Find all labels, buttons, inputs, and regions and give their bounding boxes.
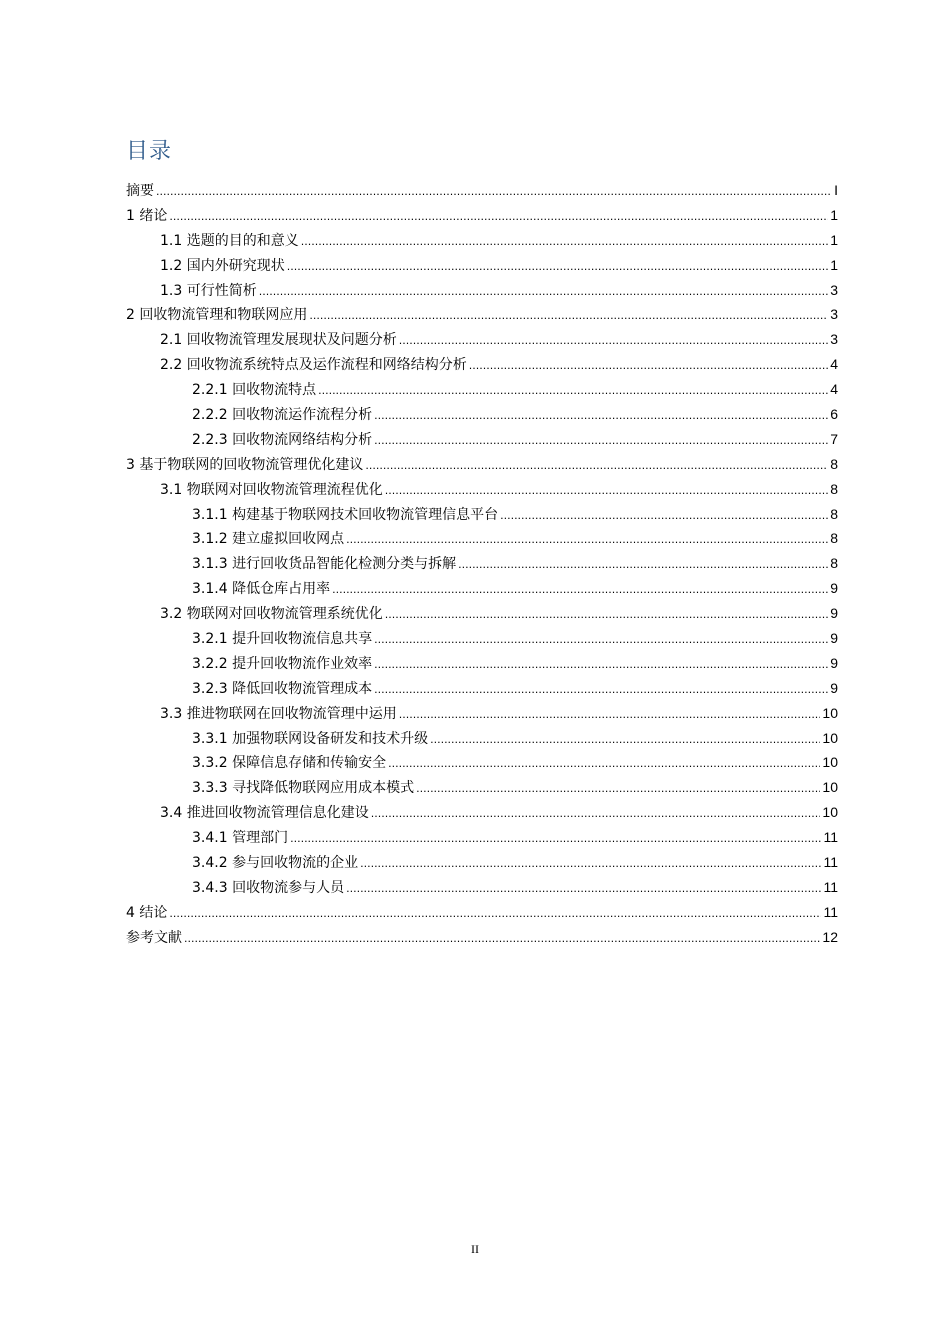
toc-entry[interactable] [126, 651, 838, 676]
toc-entry[interactable] [126, 551, 838, 576]
toc-entry[interactable] [126, 775, 838, 800]
toc-entry-label: 3.1.1 构建基于物联网技术回收物流管理信息平台 [192, 506, 499, 523]
toc-entry-label: 1.2 国内外研究现状 [160, 257, 285, 274]
toc-entry-page: 10 [822, 704, 838, 721]
toc-entry-label: 3.4.2 参与回收物流的企业 [192, 855, 359, 872]
toc-entry-label: 1.1 选题的目的和意义 [160, 232, 299, 249]
toc-entry-label: 3.3.1 加强物联网设备研发和技术升级 [192, 730, 429, 747]
toc-entry[interactable] [126, 452, 838, 477]
toc-entry[interactable] [126, 502, 838, 527]
toc-entry-page: 7 [830, 430, 838, 447]
toc-leader-dots [287, 255, 828, 280]
toc-entry-page: 11 [823, 854, 838, 871]
toc-leader-dots [169, 205, 828, 230]
toc-entry[interactable] [126, 750, 838, 775]
toc-leader-dots [385, 479, 828, 504]
toc-entry-label: 3.2 物联网对回收物流管理系统优化 [160, 606, 383, 623]
toc-entry-label: 3.2.1 提升回收物流信息共享 [192, 631, 373, 648]
toc-entry[interactable] [126, 701, 838, 726]
toc-entry-label: 4 结论 [126, 904, 168, 921]
toc-entry-label: 3.1 物联网对回收物流管理流程优化 [160, 481, 383, 498]
toc-entry-label: 3.1.4 降低仓库占用率 [192, 581, 331, 598]
toc-entry-label: 3.4.1 管理部门 [192, 830, 289, 847]
toc-entry[interactable] [126, 676, 838, 701]
toc-entry[interactable] [126, 278, 838, 303]
toc-entry[interactable] [126, 253, 838, 278]
toc-entry[interactable] [126, 228, 838, 253]
toc-leader-dots [360, 852, 821, 877]
page-number: II [471, 1242, 479, 1256]
toc-entry-page: 11 [823, 878, 838, 895]
toc-entry-page: 6 [830, 406, 838, 423]
toc-entry[interactable] [126, 427, 838, 452]
toc-entry-page: 3 [830, 331, 838, 348]
toc-entry-page: 10 [822, 729, 838, 746]
toc-entry-page: 1 [830, 206, 838, 223]
toc-entry-page: 8 [830, 530, 838, 547]
toc-entry-label: 2.2.3 回收物流网络结构分析 [192, 431, 373, 448]
toc-leader-dots [374, 628, 828, 653]
toc-leader-dots [385, 603, 828, 628]
toc-leader-dots [365, 454, 828, 479]
page-title: 目录 [126, 139, 173, 164]
toc-entry[interactable] [126, 377, 838, 402]
toc-leader-dots [458, 553, 828, 578]
toc-entry-label: 2 回收物流管理和物联网应用 [126, 307, 308, 324]
toc-entry-label: 1 绪论 [126, 207, 168, 224]
toc-entry-label: 3.4 推进回收物流管理信息化建设 [160, 805, 369, 822]
toc-entry-page: 12 [822, 928, 838, 945]
toc-entry-page: 9 [830, 580, 838, 597]
toc-entry-page: 8 [830, 480, 838, 497]
toc-entry-label: 3.4.3 回收物流参与人员 [192, 879, 345, 896]
toc-leader-dots [318, 379, 828, 404]
toc-entry[interactable] [126, 825, 838, 850]
toc-leader-dots [346, 528, 828, 553]
toc-entry-page: 3 [830, 281, 838, 298]
toc-entry-page: 1 [830, 231, 838, 248]
toc-entry-page: 4 [830, 381, 838, 398]
toc-entry-page: 9 [830, 654, 838, 671]
toc-leader-dots [430, 728, 820, 753]
toc-entry[interactable] [126, 900, 838, 925]
toc-entry-label: 3.2.2 提升回收物流作业效率 [192, 655, 373, 672]
toc-entry[interactable] [126, 875, 838, 900]
toc-entry-label: 2.2.2 回收物流运作流程分析 [192, 407, 373, 424]
toc-entry-page: 10 [822, 754, 838, 771]
toc-entry[interactable] [126, 178, 838, 203]
toc-entry[interactable] [126, 203, 838, 228]
toc-leader-dots [469, 354, 828, 379]
toc-entry-label: 3.3.3 寻找降低物联网应用成本模式 [192, 780, 415, 797]
toc-leader-dots [332, 578, 828, 603]
toc-leader-dots [259, 280, 828, 305]
toc-entry-label: 参考文献 [126, 929, 182, 946]
toc-entry-label: 3.1.2 建立虚拟回收网点 [192, 531, 345, 548]
toc-entry-label: 3 基于物联网的回收物流管理优化建议 [126, 456, 364, 473]
toc-entry[interactable] [126, 601, 838, 626]
toc-entry[interactable] [126, 526, 838, 551]
toc-entry-page: 11 [823, 903, 838, 920]
toc-entry[interactable] [126, 576, 838, 601]
toc-leader-dots [374, 678, 828, 703]
toc-entry-label: 2.2.1 回收物流特点 [192, 382, 317, 399]
toc-leader-dots [309, 304, 828, 329]
toc-entry-page: 10 [822, 779, 838, 796]
toc-entry[interactable] [126, 800, 838, 825]
toc-entry-page: 1 [830, 256, 838, 273]
toc-entry[interactable] [126, 402, 838, 427]
toc-leader-dots [301, 230, 828, 255]
toc-entry-page: 3 [830, 306, 838, 323]
toc-entry-page: 11 [823, 829, 838, 846]
toc-entry-page: 10 [822, 804, 838, 821]
toc-entry-page: 9 [830, 679, 838, 696]
toc-entry[interactable] [126, 352, 838, 377]
toc-leader-dots [374, 404, 828, 429]
toc-entry[interactable] [126, 327, 838, 352]
toc-leader-dots [371, 802, 821, 827]
toc-entry[interactable] [126, 626, 838, 651]
toc-leader-dots [156, 180, 832, 205]
toc-entry[interactable] [126, 477, 838, 502]
toc-leader-dots [169, 902, 821, 927]
toc-leader-dots [500, 504, 828, 529]
toc-leader-dots [399, 703, 821, 728]
toc-entry-label: 摘要 [126, 183, 154, 199]
toc-entry-page: I [834, 182, 838, 198]
table-of-contents [126, 178, 838, 950]
toc-entry-label: 3.1.3 进行回收货品智能化检测分类与拆解 [192, 556, 457, 573]
toc-entry-page: 8 [830, 555, 838, 572]
toc-entry-label: 3.2.3 降低回收物流管理成本 [192, 680, 373, 697]
toc-entry-label: 2.1 回收物流管理发展现状及问题分析 [160, 332, 397, 349]
toc-leader-dots [290, 827, 821, 852]
toc-entry-label: 3.3 推进物联网在回收物流管理中运用 [160, 705, 397, 722]
toc-entry[interactable] [126, 726, 838, 751]
toc-entry[interactable] [126, 925, 838, 950]
toc-leader-dots [416, 777, 820, 802]
toc-entry[interactable] [126, 302, 838, 327]
toc-entry-label: 1.3 可行性简析 [160, 282, 257, 299]
toc-entry-label: 3.3.2 保障信息存储和传输安全 [192, 755, 387, 772]
toc-entry-page: 9 [830, 630, 838, 647]
toc-entry-page: 4 [830, 356, 838, 373]
toc-leader-dots [399, 329, 828, 354]
toc-leader-dots [374, 429, 828, 454]
toc-leader-dots [184, 927, 820, 952]
toc-leader-dots [346, 877, 821, 902]
toc-leader-dots [388, 752, 820, 777]
toc-entry-label: 2.2 回收物流系统特点及运作流程和网络结构分析 [160, 357, 467, 374]
toc-entry-page: 9 [830, 605, 838, 622]
toc-leader-dots [374, 653, 828, 678]
toc-entry-page: 8 [830, 455, 838, 472]
toc-entry-page: 8 [830, 505, 838, 522]
toc-entry[interactable] [126, 850, 838, 875]
